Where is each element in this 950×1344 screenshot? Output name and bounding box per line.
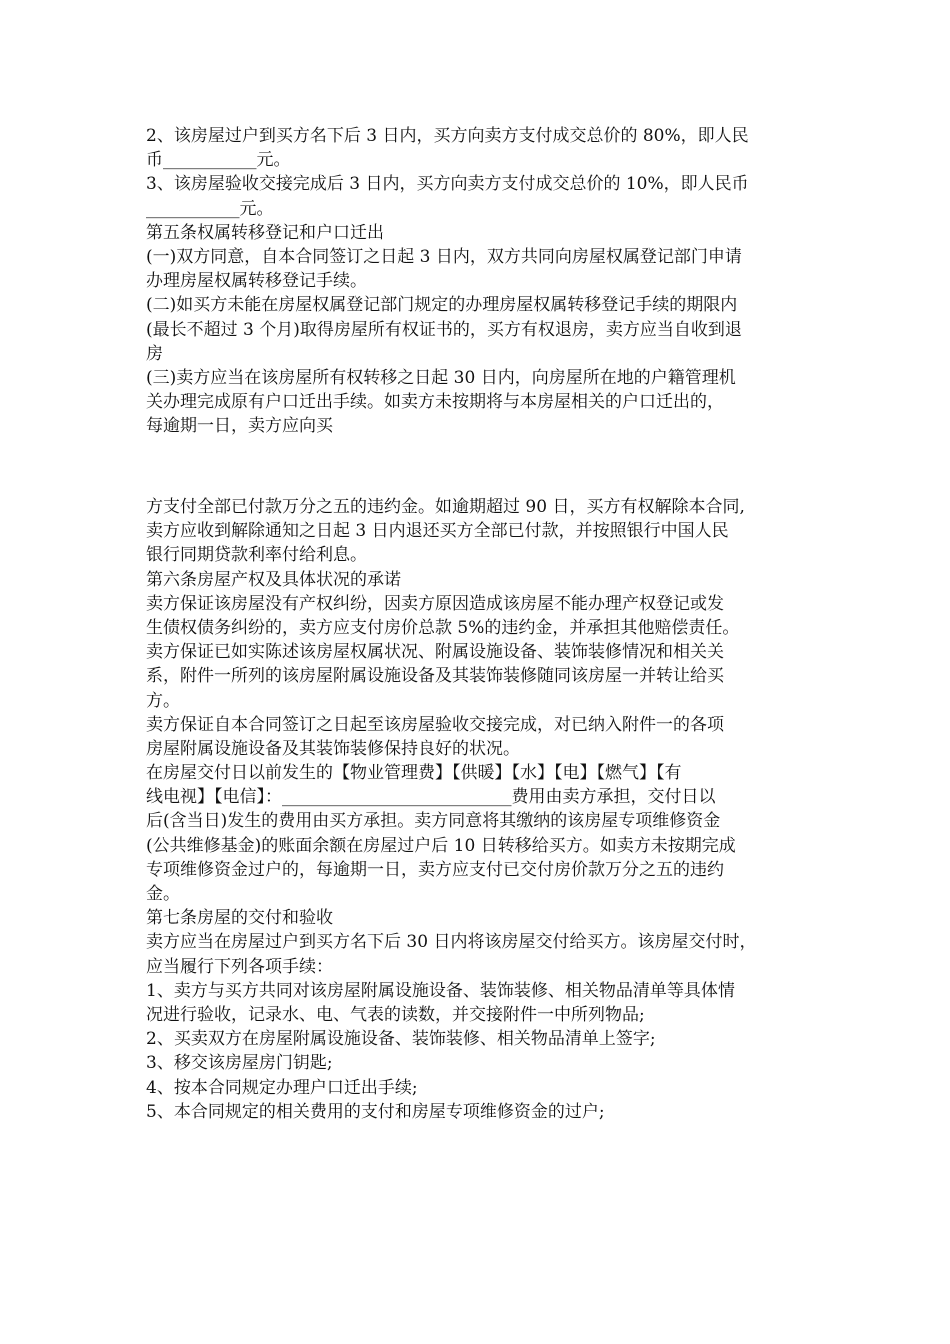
section-heading: 第六条房屋产权及具体状况的承诺 xyxy=(146,569,401,590)
text-line: 办理房屋权属转移登记手续。 xyxy=(146,271,367,292)
text-line: 关办理完成原有户口迁出手续。如卖方未按期将与本房屋相关的户口迁出的， xyxy=(146,392,724,413)
text-block-1 xyxy=(146,124,814,438)
text-line: 卖方保证自本合同签订之日起至该房屋验收交接完成，对已纳入附件一的各项 xyxy=(146,714,724,735)
text-line: 后(含当日)发生的费用由买方承担。卖方同意将其缴纳的该房屋专项维修资金 xyxy=(146,811,721,832)
text-line: (三)卖方应当在该房屋所有权转移之日起 30 日内，向房屋所在地的户籍管理机 xyxy=(146,367,736,388)
text-line: 应当履行下列各项手续： xyxy=(146,956,333,977)
text-line: (最长不超过 3 个月)取得房屋所有权证书的，买方有权退房，卖方应当自收到退 xyxy=(146,319,742,340)
text-line: 5、本合同规定的相关费用的支付和房屋专项维修资金的过户; xyxy=(146,1101,605,1122)
text-line: 卖方保证该房屋没有产权纠纷，因卖方原因造成该房屋不能办理产权登记或发 xyxy=(146,593,724,614)
text-line: 3、移交该房屋房门钥匙; xyxy=(146,1053,333,1074)
text-line: (一)双方同意，自本合同签订之日起 3 日内，双方共同向房屋权属登记部门申请 xyxy=(146,246,742,267)
text-line: 方。 xyxy=(146,690,180,711)
text-line: 银行同期贷款利率付给利息。 xyxy=(146,545,367,566)
text-line: 房 xyxy=(146,343,163,364)
text-line: (公共维修基金)的账面余额在房屋过户后 10 日转移给买方。如卖方未按期完成 xyxy=(146,835,736,856)
text-block-2 xyxy=(146,495,814,1124)
text-line: 卖方应当在房屋过户到买方名下后 30 日内将该房屋交付给买方。该房屋交付时， xyxy=(146,932,757,953)
text-line: 4、按本合同规定办理户口迁出手续; xyxy=(146,1077,418,1098)
text-line: 系，附件一所列的该房屋附属设施设备及其装饰装修随同该房屋一并转让给买 xyxy=(146,666,724,687)
text-line: 专项维修资金过户的，每逾期一日，卖方应支付已交付房价款万分之五的违约 xyxy=(146,859,724,880)
text-line: 每逾期一日，卖方应向买 xyxy=(146,416,333,437)
text-line: 币___________元。 xyxy=(146,150,291,171)
text-line: 卖方应收到解除通知之日起 3 日内退还买方全部已付款，并按照银行中国人民 xyxy=(146,521,729,542)
text-line: 2、买卖双方在房屋附属设施设备、装饰装修、相关物品清单上签字; xyxy=(146,1029,656,1050)
text-line: 2、该房屋过户到买方名下后 3 日内，买方向卖方支付成交总价的 80%，即人民 xyxy=(146,126,749,146)
text-line: 1、卖方与买方共同对该房屋附属设施设备、装饰装修、相关物品清单等具体情 xyxy=(146,980,735,1001)
text-line: 线电视】【电信】：___________________________费用由卖方承担，交付日以 xyxy=(146,787,716,808)
text-line: 生债权债务纠纷的，卖方应支付房价总款 5%的违约金，并承担其他赔偿责任。 xyxy=(146,617,740,638)
text-line: 金。 xyxy=(146,884,180,904)
text-line: 况进行验收，记录水、电、气表的读数，并交接附件一中所列物品; xyxy=(146,1004,645,1025)
text-line: ___________元。 xyxy=(146,198,274,219)
text-line: 卖方保证已如实陈述该房屋权属状况、附属设施设备、装饰装修情况和相关关 xyxy=(146,642,724,663)
text-line: 房屋附属设施设备及其装饰装修保持良好的状况。 xyxy=(146,738,520,759)
text-line: (二)如买方未能在房屋权属登记部门规定的办理房屋权属转移登记手续的期限内 xyxy=(146,295,738,316)
section-heading: 第五条权属转移登记和户口迁出 xyxy=(146,222,384,243)
text-line: 方支付全部已付款万分之五的违约金。如逾期超过 90 日，买方有权解除本合同, xyxy=(146,497,745,517)
section-heading: 第七条房屋的交付和验收 xyxy=(146,908,333,929)
text-line: 3、该房屋验收交接完成后 3 日内，买方向卖方支付成交总价的 10%，即人民币 xyxy=(146,174,749,195)
text-line: 在房屋交付日以前发生的【物业管理费】【供暖】【水】【电】【燃气】【有 xyxy=(146,763,682,784)
